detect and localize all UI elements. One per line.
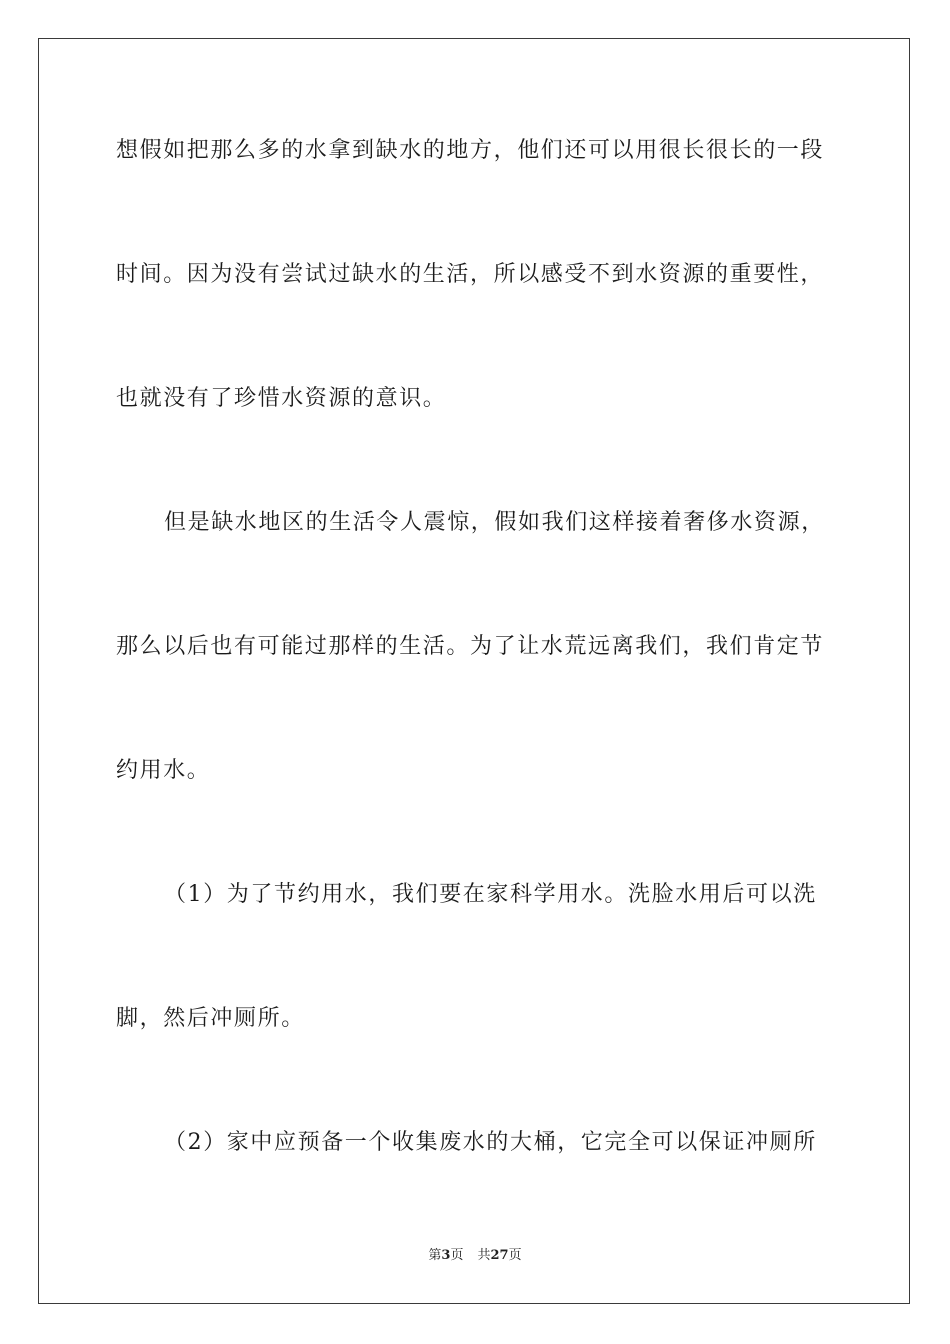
total-suffix: 页: [508, 1248, 522, 1263]
body-text-line: 那么以后也有可能过那样的生活。为了让水荒远离我们，我们肯定节: [116, 634, 825, 659]
page-border: [38, 38, 910, 1304]
body-text-line: 时间。因为没有尝试过缺水的生活，所以感受不到水资源的重要性，: [116, 262, 825, 287]
paragraph-start-line: 但是缺水地区的生活令人震惊，假如我们这样接着奢侈水资源，: [164, 510, 825, 535]
list-item-2-line: （2）家中应预备一个收集废水的大桶，它完全可以保证冲厕所: [164, 1130, 817, 1155]
page-prefix: 第: [428, 1248, 442, 1263]
page-footer: [0, 1248, 950, 1264]
list-item-1-line: （1）为了节约用水，我们要在家科学用水。洗脸水用后可以洗: [164, 882, 817, 907]
total-prefix: 共: [477, 1248, 491, 1263]
body-text-line: 也就没有了珍惜水资源的意识。: [116, 386, 447, 411]
body-text-line: 想假如把那么多的水拿到缺水的地方，他们还可以用很长很长的一段: [116, 138, 825, 163]
total-pages: 27: [490, 1248, 509, 1263]
page-number: 3: [441, 1248, 451, 1263]
page-suffix: 页: [450, 1248, 464, 1263]
body-text-line: 脚，然后冲厕所。: [116, 1006, 305, 1031]
body-text-line: 约用水。: [116, 758, 211, 783]
